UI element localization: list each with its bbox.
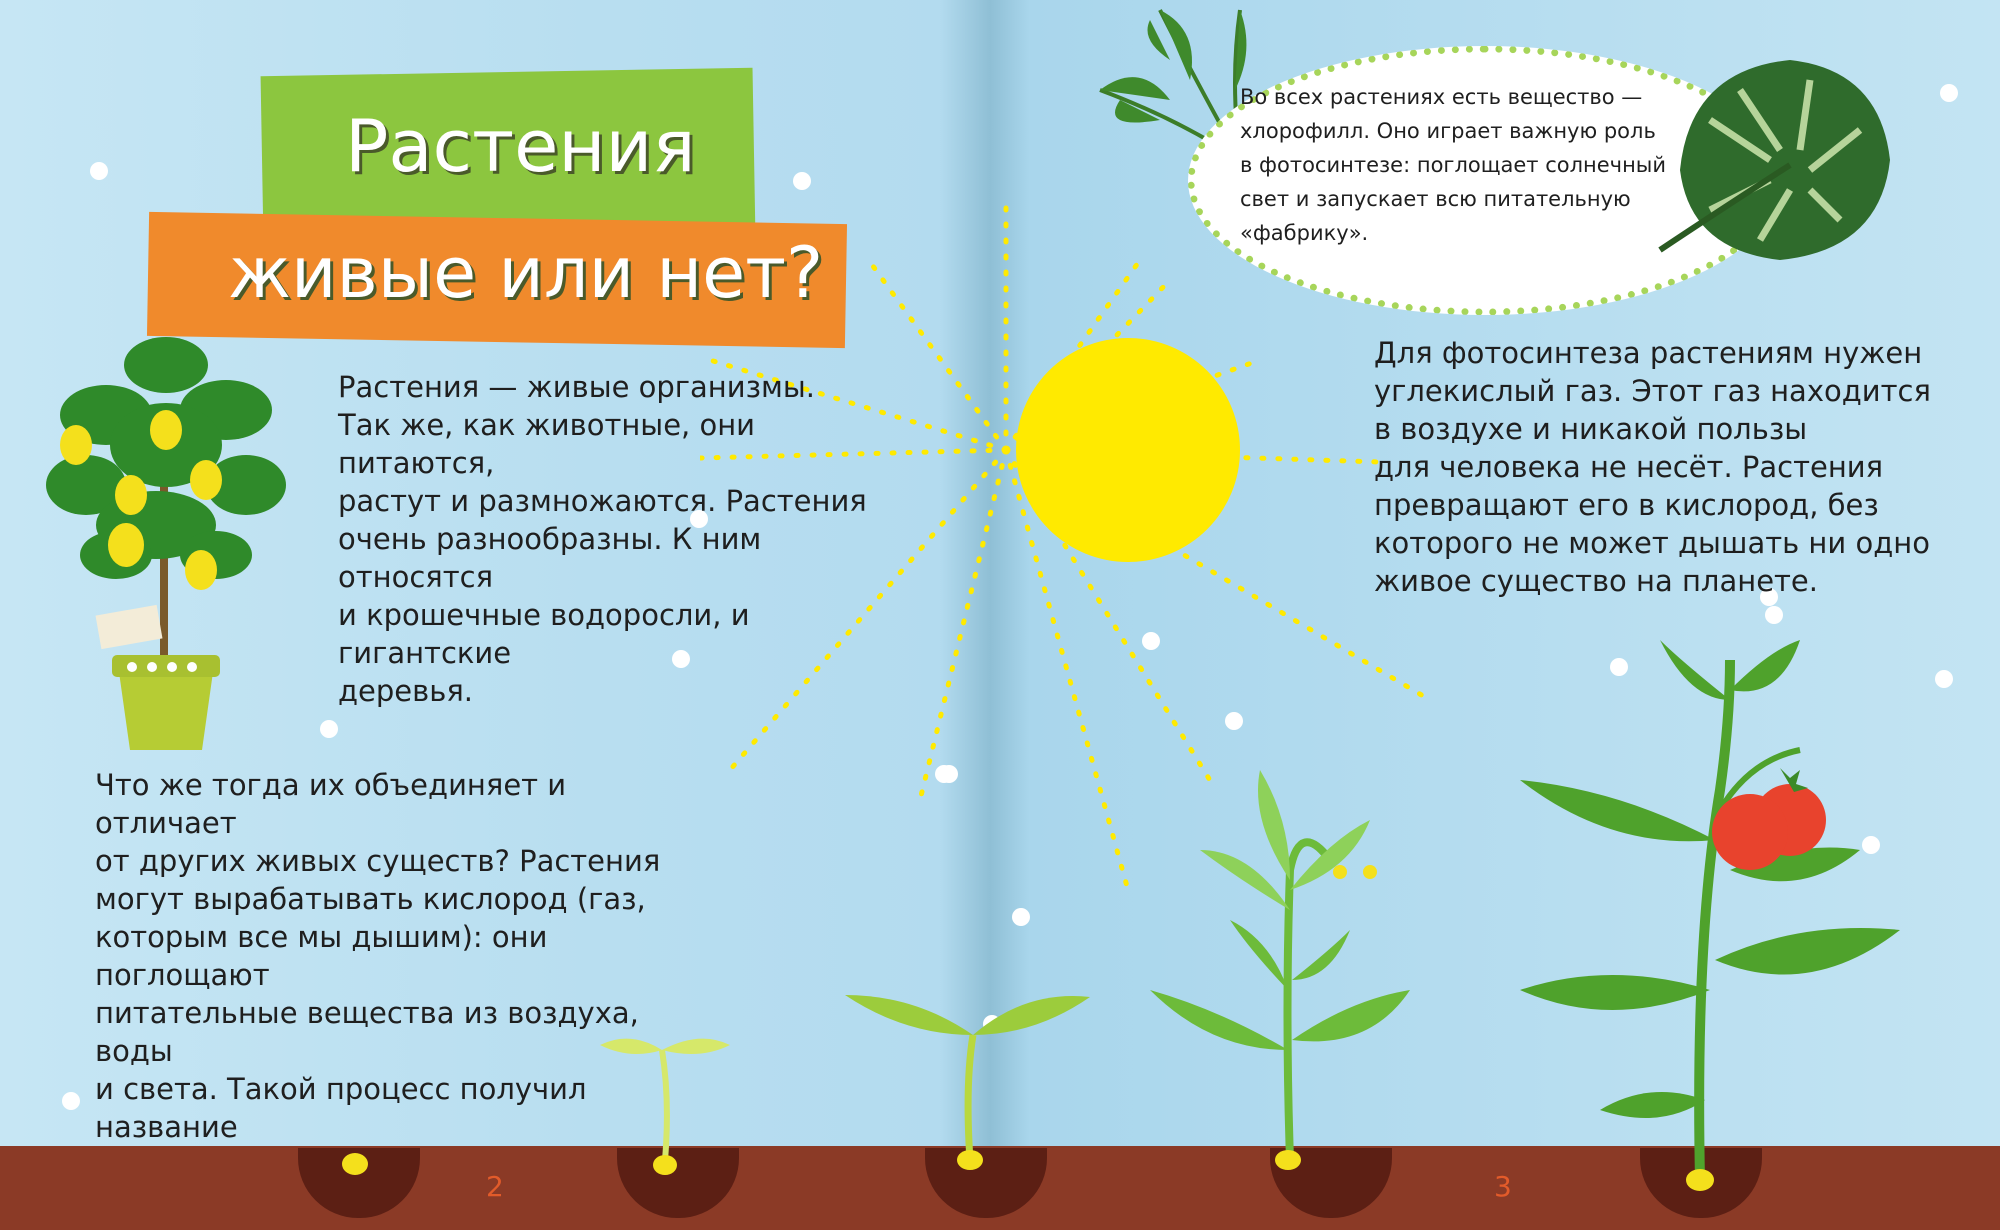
snow-dot [1765, 606, 1783, 624]
text-line: и крошечные водоросли, и гигантские [338, 598, 750, 670]
text-line: питательные вещества из воздуха, воды [95, 996, 639, 1068]
text-line: растут и размножаются. Растения [338, 484, 867, 518]
title-line2: живые или нет? [228, 232, 824, 314]
snow-dot [1935, 670, 1953, 688]
text-line: Так же, как животные, они питаются, [338, 408, 756, 480]
seedling-icon [845, 975, 1095, 1175]
text-line: Во всех растениях есть вещество — [1240, 85, 1643, 109]
text-line: которого не может дышать ни одно [1374, 526, 1930, 560]
text-line: свет и запускает всю питательную [1240, 187, 1631, 211]
title-line1: Растения [345, 104, 696, 188]
text-line: деревья. [338, 674, 473, 708]
text-line: которым все мы дышим): они поглощают [95, 920, 548, 992]
text-line: в воздухе и никакой пользы [1374, 412, 1808, 446]
bubble-text [1240, 80, 1670, 250]
snow-dot [90, 162, 108, 180]
young-plant-icon [1140, 760, 1420, 1180]
text-line: «фабрику». [1240, 221, 1369, 245]
monstera-leaf-icon [1650, 50, 1900, 270]
text-line: превращают его в кислород, без [1374, 488, 1879, 522]
text-line: могут вырабатывать кислород (газ, [95, 882, 646, 916]
page-number-right: 3 [1494, 1170, 1512, 1203]
snow-dot [793, 172, 811, 190]
text-line: Для фотосинтеза растениям нужен [1374, 336, 1923, 370]
left-paragraph-1 [338, 368, 898, 710]
page-number-left: 2 [486, 1170, 504, 1203]
right-paragraph-1 [1374, 334, 1934, 600]
lemon-tree-icon [36, 305, 296, 755]
tomato-plant-icon [1500, 640, 1920, 1200]
snow-dot [62, 1092, 80, 1110]
seed-icon [335, 1150, 375, 1180]
text-line: Что же тогда их объединяет и отличает [95, 768, 567, 840]
sprout-icon [590, 1030, 760, 1180]
text-line: очень разнообразны. К ним относятся [338, 522, 762, 594]
snow-dot [320, 720, 338, 738]
text-line: от других живых существ? Растения [95, 844, 661, 878]
text-line: углекислый газ. Этот газ находится [1374, 374, 1931, 408]
text-line: для человека не несёт. Растения [1374, 450, 1884, 484]
snow-dot [1940, 84, 1958, 102]
text-line: и света. Такой процесс получил название [95, 1072, 587, 1144]
text-line: Растения — живые организмы. [338, 370, 816, 404]
text-line: в фотосинтезе: поглощает солнечный [1240, 153, 1667, 177]
text-line: живое существо на планете. [1374, 564, 1818, 598]
text-line: хлорофилл. Оно играет важную роль [1240, 119, 1656, 143]
